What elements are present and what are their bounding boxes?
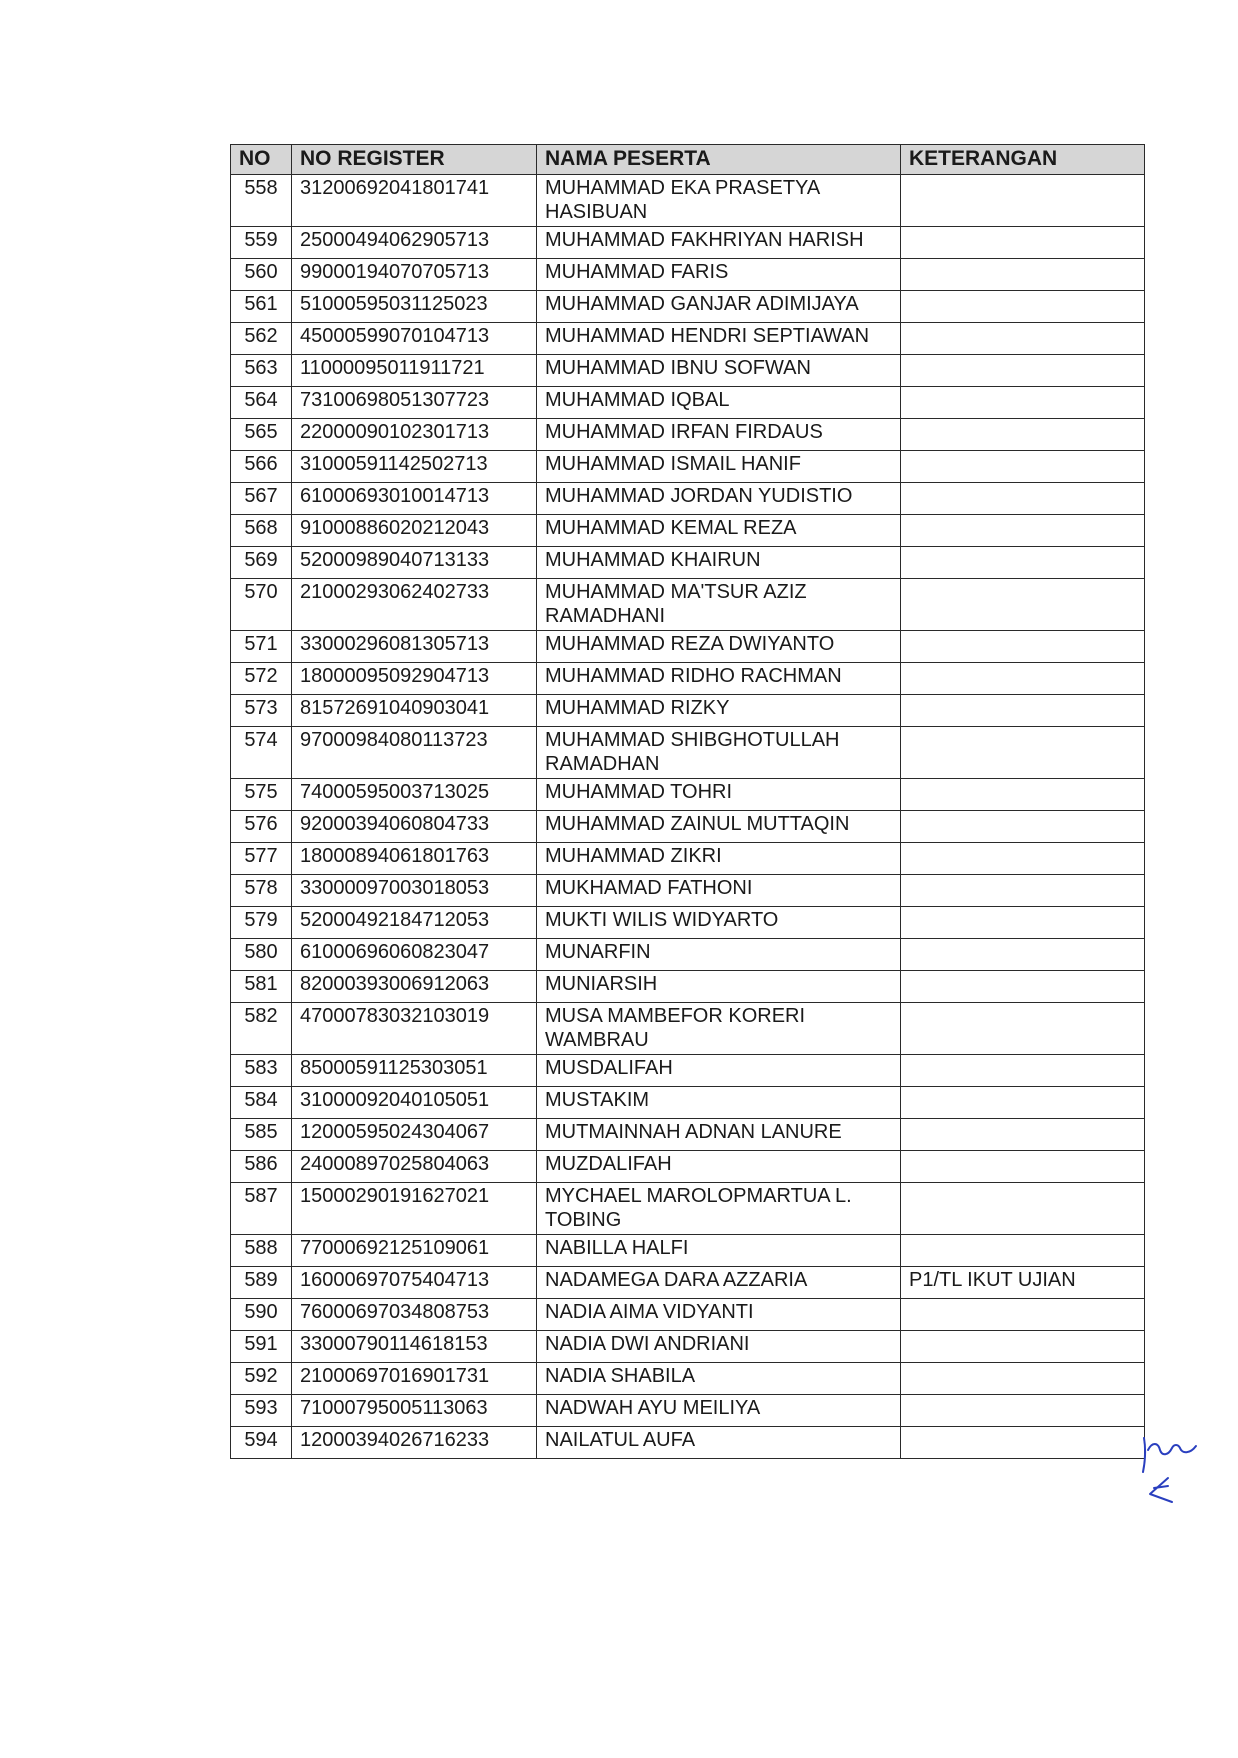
name-cell: MUHAMMAD KEMAL REZA	[537, 515, 901, 547]
note-cell	[901, 1183, 1145, 1235]
register-cell: 33000790114618153	[292, 1331, 537, 1363]
name-cell: MUHAMMAD RIDHO RACHMAN	[537, 663, 901, 695]
register-cell: 91000886020212043	[292, 515, 537, 547]
no-cell: 562	[231, 323, 292, 355]
table-row	[231, 579, 1145, 631]
name-cell: MUHAMMAD JORDAN YUDISTIO	[537, 483, 901, 515]
note-cell	[901, 1235, 1145, 1267]
name-cell: MUHAMMAD TOHRI	[537, 779, 901, 811]
register-cell: 12000595024304067	[292, 1119, 537, 1151]
name-cell: MUHAMMAD MA'TSUR AZIZ RAMADHANI	[537, 579, 901, 631]
no-cell: 563	[231, 355, 292, 387]
register-cell: 31200692041801741	[292, 175, 537, 227]
table-row	[231, 631, 1145, 663]
no-cell: 560	[231, 259, 292, 291]
note-cell: P1/TL IKUT UJIAN	[901, 1267, 1145, 1299]
no-cell: 574	[231, 727, 292, 779]
no-cell: 579	[231, 907, 292, 939]
name-cell: MUZDALIFAH	[537, 1151, 901, 1183]
note-cell	[901, 631, 1145, 663]
table-row	[231, 971, 1145, 1003]
note-cell	[901, 175, 1145, 227]
name-cell: NADIA SHABILA	[537, 1363, 901, 1395]
table-row	[231, 727, 1145, 779]
note-cell	[901, 1395, 1145, 1427]
no-cell: 592	[231, 1363, 292, 1395]
register-cell: 18000095092904713	[292, 663, 537, 695]
name-cell: MUHAMMAD RIZKY	[537, 695, 901, 727]
no-cell: 572	[231, 663, 292, 695]
table-row	[231, 419, 1145, 451]
table-row	[231, 1183, 1145, 1235]
register-cell: 24000897025804063	[292, 1151, 537, 1183]
note-cell	[901, 419, 1145, 451]
name-cell: MUHAMMAD KHAIRUN	[537, 547, 901, 579]
note-cell	[901, 939, 1145, 971]
register-cell: 22000090102301713	[292, 419, 537, 451]
no-cell: 558	[231, 175, 292, 227]
table-row	[231, 1087, 1145, 1119]
table-row	[231, 227, 1145, 259]
register-cell: 92000394060804733	[292, 811, 537, 843]
participant-table	[230, 144, 1145, 1459]
note-cell	[901, 695, 1145, 727]
note-cell	[901, 1003, 1145, 1055]
no-cell: 567	[231, 483, 292, 515]
name-cell: MUHAMMAD SHIBGHOTULLAH RAMADHAN	[537, 727, 901, 779]
name-cell: MUHAMMAD IRFAN FIRDAUS	[537, 419, 901, 451]
no-cell: 581	[231, 971, 292, 1003]
table-header-row	[231, 145, 1145, 175]
register-cell: 71000795005113063	[292, 1395, 537, 1427]
note-cell	[901, 387, 1145, 419]
name-cell: MUNARFIN	[537, 939, 901, 971]
table-row	[231, 907, 1145, 939]
name-cell: NADAMEGA DARA AZZARIA	[537, 1267, 901, 1299]
table-row	[231, 259, 1145, 291]
note-cell	[901, 1331, 1145, 1363]
no-cell: 588	[231, 1235, 292, 1267]
table-row	[231, 1119, 1145, 1151]
name-cell: NADIA DWI ANDRIANI	[537, 1331, 901, 1363]
name-cell: MUSTAKIM	[537, 1087, 901, 1119]
no-cell: 566	[231, 451, 292, 483]
table-row	[231, 515, 1145, 547]
table-row	[231, 811, 1145, 843]
table-row	[231, 1055, 1145, 1087]
name-cell: MUHAMMAD FARIS	[537, 259, 901, 291]
note-cell	[901, 663, 1145, 695]
name-cell: MUHAMMAD ZAINUL MUTTAQIN	[537, 811, 901, 843]
initials-signature-icon	[1138, 1428, 1208, 1518]
table-row	[231, 323, 1145, 355]
note-cell	[901, 547, 1145, 579]
name-cell: MUKTI WILIS WIDYARTO	[537, 907, 901, 939]
table-row	[231, 843, 1145, 875]
no-cell: 582	[231, 1003, 292, 1055]
table-row	[231, 291, 1145, 323]
no-cell: 559	[231, 227, 292, 259]
table-row	[231, 1395, 1145, 1427]
note-cell	[901, 355, 1145, 387]
no-cell: 594	[231, 1427, 292, 1459]
no-cell: 583	[231, 1055, 292, 1087]
note-cell	[901, 907, 1145, 939]
header-register: NO REGISTER	[292, 145, 537, 175]
table-row	[231, 779, 1145, 811]
note-cell	[901, 1119, 1145, 1151]
no-cell: 570	[231, 579, 292, 631]
table-row	[231, 1427, 1145, 1459]
register-cell: 31000092040105051	[292, 1087, 537, 1119]
name-cell: MUHAMMAD ZIKRI	[537, 843, 901, 875]
table-row	[231, 387, 1145, 419]
table-row	[231, 1331, 1145, 1363]
register-cell: 77000692125109061	[292, 1235, 537, 1267]
header-note: KETERANGAN	[901, 145, 1145, 175]
table-row	[231, 451, 1145, 483]
name-cell: MUHAMMAD FAKHRIYAN HARISH	[537, 227, 901, 259]
register-cell: 61000696060823047	[292, 939, 537, 971]
register-cell: 81572691040903041	[292, 695, 537, 727]
name-cell: NAILATUL AUFA	[537, 1427, 901, 1459]
note-cell	[901, 811, 1145, 843]
note-cell	[901, 843, 1145, 875]
no-cell: 564	[231, 387, 292, 419]
table-row	[231, 939, 1145, 971]
table-row	[231, 1363, 1145, 1395]
note-cell	[901, 727, 1145, 779]
header-no: NO	[231, 145, 292, 175]
name-cell: MYCHAEL MAROLOPMARTUA L. TOBING	[537, 1183, 901, 1235]
register-cell: 73100698051307723	[292, 387, 537, 419]
no-cell: 585	[231, 1119, 292, 1151]
note-cell	[901, 1087, 1145, 1119]
register-cell: 11000095011911721	[292, 355, 537, 387]
name-cell: NADWAH AYU MEILIYA	[537, 1395, 901, 1427]
name-cell: MUTMAINNAH ADNAN LANURE	[537, 1119, 901, 1151]
table-row	[231, 875, 1145, 907]
register-cell: 99000194070705713	[292, 259, 537, 291]
no-cell: 568	[231, 515, 292, 547]
note-cell	[901, 291, 1145, 323]
name-cell: MUHAMMAD IBNU SOFWAN	[537, 355, 901, 387]
no-cell: 591	[231, 1331, 292, 1363]
register-cell: 21000697016901731	[292, 1363, 537, 1395]
no-cell: 561	[231, 291, 292, 323]
register-cell: 12000394026716233	[292, 1427, 537, 1459]
note-cell	[901, 1363, 1145, 1395]
table-row	[231, 1299, 1145, 1331]
no-cell: 589	[231, 1267, 292, 1299]
table-row	[231, 663, 1145, 695]
register-cell: 33000296081305713	[292, 631, 537, 663]
no-cell: 569	[231, 547, 292, 579]
handwritten-initials	[1138, 1428, 1208, 1518]
note-cell	[901, 1055, 1145, 1087]
note-cell	[901, 875, 1145, 907]
register-cell: 51000595031125023	[292, 291, 537, 323]
no-cell: 575	[231, 779, 292, 811]
name-cell: NADIA AIMA VIDYANTI	[537, 1299, 901, 1331]
no-cell: 577	[231, 843, 292, 875]
note-cell	[901, 259, 1145, 291]
note-cell	[901, 1151, 1145, 1183]
name-cell: MUSA MAMBEFOR KORERI WAMBRAU	[537, 1003, 901, 1055]
name-cell: MUHAMMAD REZA DWIYANTO	[537, 631, 901, 663]
register-cell: 15000290191627021	[292, 1183, 537, 1235]
note-cell	[901, 1427, 1145, 1459]
name-cell: NABILLA HALFI	[537, 1235, 901, 1267]
no-cell: 576	[231, 811, 292, 843]
register-cell: 85000591125303051	[292, 1055, 537, 1087]
name-cell: MUSDALIFAH	[537, 1055, 901, 1087]
no-cell: 586	[231, 1151, 292, 1183]
register-cell: 74000595003713025	[292, 779, 537, 811]
no-cell: 573	[231, 695, 292, 727]
no-cell: 571	[231, 631, 292, 663]
table-row	[231, 355, 1145, 387]
register-cell: 61000693010014713	[292, 483, 537, 515]
note-cell	[901, 483, 1145, 515]
note-cell	[901, 971, 1145, 1003]
register-cell: 76000697034808753	[292, 1299, 537, 1331]
no-cell: 565	[231, 419, 292, 451]
name-cell: MUHAMMAD ISMAIL HANIF	[537, 451, 901, 483]
register-cell: 18000894061801763	[292, 843, 537, 875]
table-row	[231, 175, 1145, 227]
register-cell: 33000097003018053	[292, 875, 537, 907]
note-cell	[901, 1299, 1145, 1331]
table-row	[231, 1235, 1145, 1267]
note-cell	[901, 323, 1145, 355]
table-row	[231, 1267, 1145, 1299]
note-cell	[901, 779, 1145, 811]
register-cell: 52000492184712053	[292, 907, 537, 939]
table-row	[231, 547, 1145, 579]
register-cell: 16000697075404713	[292, 1267, 537, 1299]
no-cell: 578	[231, 875, 292, 907]
note-cell	[901, 451, 1145, 483]
no-cell: 580	[231, 939, 292, 971]
register-cell: 97000984080113723	[292, 727, 537, 779]
name-cell: MUHAMMAD IQBAL	[537, 387, 901, 419]
register-cell: 52000989040713133	[292, 547, 537, 579]
register-cell: 31000591142502713	[292, 451, 537, 483]
name-cell: MUKHAMAD FATHONI	[537, 875, 901, 907]
no-cell: 584	[231, 1087, 292, 1119]
table-row	[231, 483, 1145, 515]
header-name: NAMA PESERTA	[537, 145, 901, 175]
no-cell: 587	[231, 1183, 292, 1235]
name-cell: MUHAMMAD HENDRI SEPTIAWAN	[537, 323, 901, 355]
no-cell: 593	[231, 1395, 292, 1427]
name-cell: MUNIARSIH	[537, 971, 901, 1003]
table-row	[231, 695, 1145, 727]
register-cell: 82000393006912063	[292, 971, 537, 1003]
name-cell: MUHAMMAD EKA PRASETYA HASIBUAN	[537, 175, 901, 227]
no-cell: 590	[231, 1299, 292, 1331]
table-row	[231, 1003, 1145, 1055]
name-cell: MUHAMMAD GANJAR ADIMIJAYA	[537, 291, 901, 323]
note-cell	[901, 227, 1145, 259]
note-cell	[901, 579, 1145, 631]
table-row	[231, 1151, 1145, 1183]
note-cell	[901, 515, 1145, 547]
register-cell: 47000783032103019	[292, 1003, 537, 1055]
register-cell: 21000293062402733	[292, 579, 537, 631]
register-cell: 45000599070104713	[292, 323, 537, 355]
register-cell: 25000494062905713	[292, 227, 537, 259]
